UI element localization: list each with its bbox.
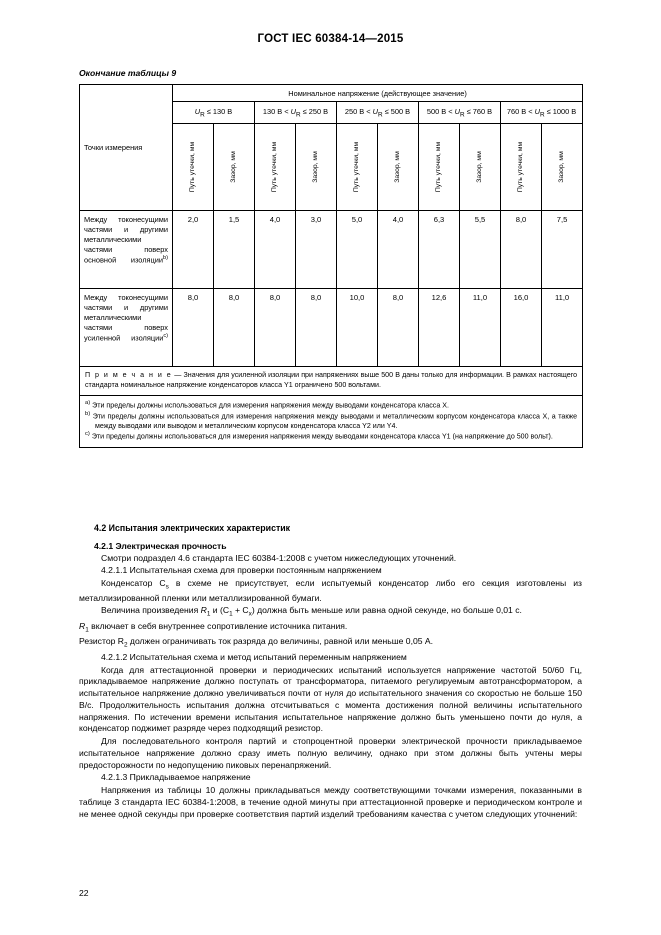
footnote-item: $^{c)}$ Эти пределы должны использоваться для измерения напряжения между выводами конденсатора класса Y1 (на напряжение до 500 вольт). xyxy=(85,431,553,441)
header-voltage-group-5: 760 $В < U_R \le 1000$ В xyxy=(501,102,583,124)
table-9-continuation xyxy=(79,84,583,448)
cell-value: 11,0 xyxy=(460,289,501,367)
cell-value: 8,0 xyxy=(378,289,419,367)
cell-value: 6,3 xyxy=(419,211,460,289)
cell-value: 10,0 xyxy=(337,289,378,367)
cell-value: 5,5 xyxy=(460,211,501,289)
table-header-row-1 xyxy=(80,85,583,102)
table-note-row xyxy=(80,367,583,396)
paragraph-ac-test-method: Когда для аттестационной проверки и периодических испытаний используется напряжение частотой 50/60 Гц, прикладываемое напряжение должно поступать от трансформатора, питаемого регулируемым автотрансформатором, а испытательное напряжение должно увеличиваться почти от нуля до испытательного значения со скоростью не больше 150 В/с. Продолжительность испытания должна отсчитываться с момента достижения полной величины испытательного напряжения. По истечении времени испытания испытательное напряжение должно быть уменьшено почти до нуля, а конденсатор поджимет разряде через подходящий резистор. xyxy=(79,664,582,734)
cell-value: 5,0 xyxy=(337,211,378,289)
heading-4-2-1-1: 4.2.1.1 Испытательная схема для проверки постоянным напряжением xyxy=(101,565,382,576)
table-caption: Окончание таблицы 9 xyxy=(79,68,177,78)
header-points-of-measurement: Точки измерения xyxy=(80,85,173,211)
note-text: П р и м е ч а н и е — Значения для усиленной изоляции при напряжениях выше 500 В даны только для информации. В рамках настоящего стандарта номинальное напряжение конденсаторов класса Y1 ограничено 500 вольтами. xyxy=(85,371,578,389)
paragraph-r1-resistance: $R_1$ включает в себя внутреннее сопротивление источника питания. xyxy=(79,620,348,634)
cell-value: 12,6 xyxy=(419,289,460,367)
header-voltage-group-2: 130 $В < U_R \le 250$ В xyxy=(255,102,337,124)
header-voltage-group-1: $U_R \le 130$ В xyxy=(173,102,255,124)
header-creepage-5: Путь утечки, мм xyxy=(501,124,542,211)
cell-value: 3,0 xyxy=(296,211,337,289)
cell-value: 2,0 xyxy=(173,211,214,289)
cell-value: 4,0 xyxy=(378,211,419,289)
header-voltage-group-3: 250 $В < U_R \le 500$ В xyxy=(337,102,419,124)
header-clearance-5: Зазор, мм xyxy=(542,124,583,211)
header-creepage-3: Путь утечки, мм xyxy=(337,124,378,211)
cell-value: 8,0 xyxy=(255,289,296,367)
cell-value: 8,0 xyxy=(173,289,214,367)
footnote-item: $^{a)}$ Эти пределы должны использоваться для измерения напряжения между выводами конденсатора класса Х. xyxy=(85,400,449,410)
table-footnotes-row xyxy=(80,396,583,448)
page-number: 22 xyxy=(79,888,89,898)
page-header-title: ГОСТ IEC 60384-14—2015 xyxy=(257,33,404,45)
table-row xyxy=(80,289,583,367)
cell-value: 1,5 xyxy=(214,211,255,289)
heading-4-2-1: 4.2.1 Электрическая прочность xyxy=(94,541,227,551)
cell-value: 11,0 xyxy=(542,289,583,367)
heading-4-2-1-2: 4.2.1.2 Испытательная схема и метод испытаний переменным напряжением xyxy=(101,651,407,662)
header-clearance-2: Зазор, мм xyxy=(296,124,337,211)
footnote-item: $^{b)}$ Эти пределы должны использоваться для измерения напряжения между выводами и металлическим корпусом конденсатора класса Х, а также между выводами или выводом и металлическим корпусом конденсатора класса Y2 или Y4. xyxy=(85,411,578,430)
paragraph-r2-resistor: Резистор $R_2$ должен ограничивать ток разряда до величины, равной или меньше 0,05 А. xyxy=(79,636,434,649)
paragraph-lot-by-lot: Для последовательного контроля партий и стопроцентной проверки электрической прочности прикладываемое испытательное напряжение должно сразу иметь полную величину, однако при этом должны быть учтены меры предосторожности по недопущению пиковых перенапряжений. xyxy=(79,736,582,770)
header-creepage-1: Путь утечки, мм xyxy=(173,124,214,211)
cell-value: 4,0 xyxy=(255,211,296,289)
row-label-reinforced-insulation: Между токонесущими частями и другими металлическими частями поверх усиленной изоляции$^{c)}$ xyxy=(80,289,173,367)
paragraph-product-value: Величина произведения $R_1$ и $(C_1 + C_x)$ должна быть меньше или равна одной секунде, но больше 0,01 с. xyxy=(101,605,522,618)
body-content xyxy=(79,516,582,821)
table-footnotes xyxy=(80,396,583,448)
cell-value: 7,5 xyxy=(542,211,583,289)
heading-4-2-1-3: 4.2.1.3 Прикладываемое напряжение xyxy=(101,772,251,783)
cell-value: 8,0 xyxy=(501,211,542,289)
header-voltage-group-4: 500 $В < U_R \le 760$ В xyxy=(419,102,501,124)
heading-4-2: 4.2 Испытания электрических характеристик xyxy=(94,523,291,533)
table-row xyxy=(80,211,583,289)
row-label-basic-insulation: Между токонесущими частями и другими металлическими частями поверх основной изоляции$^{b)}$ xyxy=(80,211,173,289)
paragraph-subclause-ref: Смотри подраздел 4.6 стандарта IEC 60384-1:2008 с учетом нижеследующих уточнений. xyxy=(101,552,457,563)
cell-value: 8,0 xyxy=(214,289,255,367)
header-clearance-4: Зазор, мм xyxy=(460,124,501,211)
header-clearance-3: Зазор, мм xyxy=(378,124,419,211)
header-creepage-2: Путь утечки, мм xyxy=(255,124,296,211)
header-clearance-1: Зазор, мм xyxy=(214,124,255,211)
paragraph-applied-voltage: Напряжения из таблицы 10 должны прикладываться между соответствующими точками измерения, показанными в таблице 3 стандарта IEC 60384-1:2008, в течение одной минуты при аттестационной проверке и периодическом контроле и не менее одной секунды при проверке соответствия партий изделий требованиям качества с учетом следующих уточнений: xyxy=(79,785,582,819)
cell-value: 16,0 xyxy=(501,289,542,367)
cell-value: 8,0 xyxy=(296,289,337,367)
header-rated-voltage: Номинальное напряжение (действующее значение) xyxy=(173,85,583,102)
paragraph-cs-capacitor: Конденсатор $C_s$ в схеме не присутствует, если испытуемый конденсатор либо его секция изготовлены из металлизированной пленки или металлизированной бумаги. xyxy=(79,578,582,603)
table-note xyxy=(80,367,583,396)
header-creepage-4: Путь утечки, мм xyxy=(419,124,460,211)
